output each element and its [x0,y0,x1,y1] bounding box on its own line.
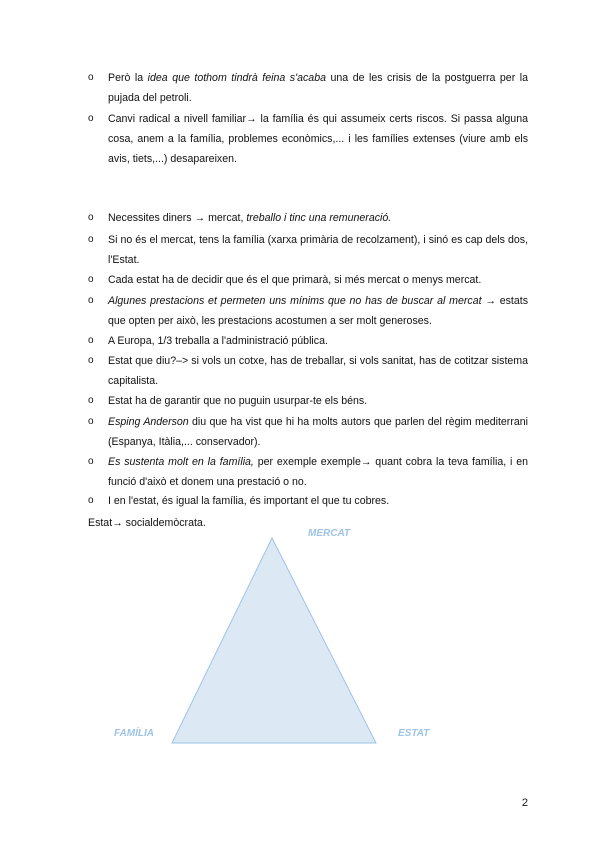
bullet-item [88,391,528,411]
label-familia: FAMÍLIA [114,728,154,739]
bullet-marker: o [88,355,94,366]
welfare-triangle-diagram [100,522,440,752]
bullet-text: A Europa, 1/3 treballa a l'administració pública. [108,335,328,347]
bullet-marker: o [88,113,94,124]
triangle-shape [172,538,376,743]
bullet-item [88,208,528,228]
bullet-text: Es sustenta molt en la família, per exemple exemple→ quant cobra la teva família, i en funció d'això et donem una prestació o no. [108,456,528,488]
bullet-text: I en l'estat, és igual la família, és important el que tu cobres. [108,495,390,507]
bullet-item [88,452,528,492]
bullet-item [88,351,528,391]
bullet-text: Esping Anderson diu que ha vist que hi ha molts autors que parlen del règim mediterrani (Espanya, Itàlia,... conservador). [108,416,529,448]
bullet-marker: o [88,234,94,245]
page-number: 2 [521,797,528,809]
bullet-item [88,331,528,351]
bullet-marker: o [88,416,94,427]
bullet-text: Estat que diu?–> si vols un cotxe, has de treballar, si vols sanitat, has de cotitzar sistema capitalista. [108,355,528,387]
bullet-text: Algunes prestacions et permeten uns mínims que no has de buscar al mercat → estats que opten per això, les prestacions acostumen a ser molt generoses. [108,295,528,327]
label-mercat: MERCAT [308,528,351,539]
bullet-marker: o [88,212,94,223]
bullet-text: Cada estat ha de decidir que és el que primarà, si més mercat o menys mercat. [108,274,482,286]
bullet-text: Estat ha de garantir que no puguin usurpar-te els béns. [108,395,368,407]
bullet-marker: o [88,395,94,406]
bullet-item [88,68,528,108]
label-estat: ESTAT [398,728,430,739]
bullet-marker: o [88,335,94,346]
bullet-item [88,491,528,511]
bullet-marker: o [88,274,94,285]
bullet-text: Si no és el mercat, tens la família (xarxa primària de recolzament), i sinó es cap dels dos, l'Estat. [108,234,528,266]
bullet-text: Necessites diners → mercat, treballo i tinc una remuneració. [108,212,392,224]
bullet-text: Però la idea que tothom tindrà feina s'acaba una de les crisis de la postguerra per la pujada del petroli. [108,72,528,104]
bullet-item [88,109,528,169]
bullet-marker: o [88,72,94,83]
bullet-text: Canvi radical a nivell familiar→ la família és qui assumeix certs riscos. Si passa alguna cosa, anem a la família, problemes econòmics,... i les famílies extenses (viure amb els avis, tiets,...) desapareixen. [108,113,528,165]
bullet-item [88,230,528,270]
bullet-item [88,270,528,290]
triangle-svg [100,522,440,752]
bullet-item [88,412,528,452]
closing-line: Estat→ socialdemòcrata. [88,517,206,529]
bullet-marker: o [88,456,94,467]
bullet-item [88,291,528,331]
bullet-marker: o [88,295,94,306]
bullet-marker: o [88,495,94,506]
